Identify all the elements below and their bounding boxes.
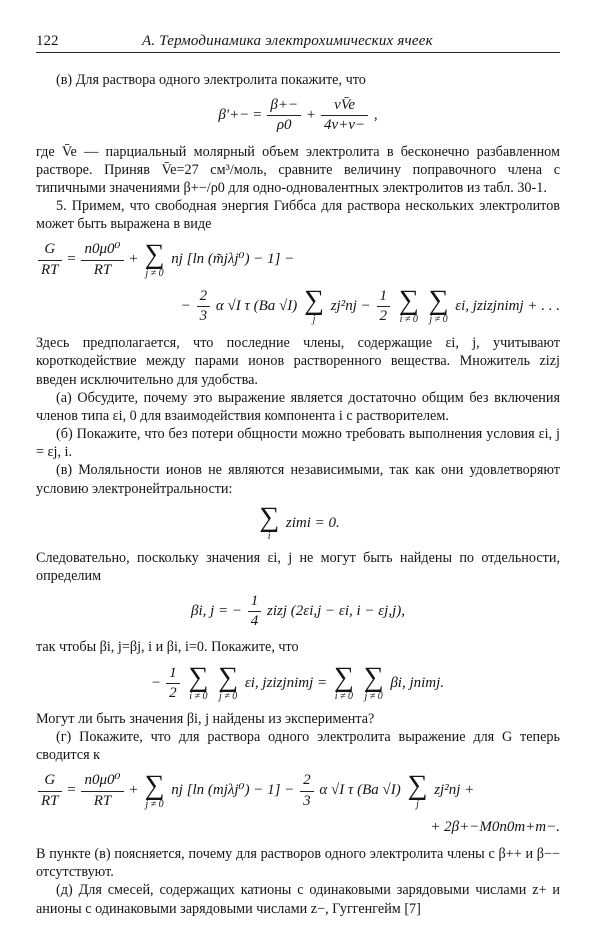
paragraph-g: (г) Покажите, что для раствора одного электролита выражение для G теперь сводится к: [36, 729, 560, 764]
eq1-fraction-1: $\frac{\beta+-}{\rho 0}$: [267, 96, 301, 135]
fraction-1-2: $\frac{1}{2}$: [377, 287, 391, 326]
equation-symmetry: − $\frac{1}{2}$ ∑ i ≠ 0 ∑ j ≠ 0 εi, jzizjnimj = ∑ i ≠ 0 ∑ j ≠ 0 βi, jnimj.: [151, 661, 445, 702]
equation-electroneutrality: ∑ i zimi = 0.: [259, 501, 340, 542]
paragraph-v-intro: (в) Для раствора одного электролита покажите, что: [56, 72, 366, 88]
eq1-fraction-2: $\frac{\nu V̄e}{4\nu+\nu-}$: [321, 96, 368, 135]
fraction-2-3b: $\frac{2}{3}$: [300, 771, 314, 810]
paragraph-explained: В пункте (в) поясняется, почему для растворов одного электролита члены с β++ и β−− отсутствуют.: [36, 846, 560, 881]
paragraph-where: где V̄e — парциальный молярный объем электролита в бесконечно разбавленном растворе. Приняв V̄e=27 см³/моль, сравните величину поправочного члена с типичными значениями β+−/ρ0 для одно-одновалентных электролитов из табл. 30-1.: [36, 143, 560, 196]
paragraph-d: (д) Для смесей, содержащих катионы с одинаковыми зарядовыми числами z+ и анионы с одинаковыми зарядовыми числами z−, Гуггенгейм [7]: [36, 882, 560, 917]
sum-symbol-i: ∑ i ≠ 0: [398, 284, 419, 325]
sum-symbol-j2: ∑ j: [304, 284, 324, 325]
paragraph-here: Здесь предполагается, что последние члены, содержащие εi, j, учитывают короткодействие между парами ионов растворенного вещества. Множитель zizj введен исключительно для удобства.: [36, 335, 560, 388]
page-number: 122: [36, 33, 59, 49]
equation-single-electrolyte-tail: + 2β+−M0n0m+m−.: [430, 818, 560, 835]
paragraph-sothat: так чтобы βi, j=βj, i и βi, i=0. Покажите, что: [36, 639, 299, 656]
fraction-G-RT: $\frac{G}{RT}$: [38, 240, 62, 279]
equation-single-electrolyte: $\frac{G}{RT}$ = $\frac{\text{n0μ0⁰}}{RT}$ + ∑ j ≠ 0 nj [ln (mjλj⁰) − 1] − $\frac{2}{3}$ α √I τ (Ba √I) ∑ j zj²nj +: [36, 771, 560, 810]
paragraph-5: 5. Примем, что свободная энергия Гиббса для раствора нескольких электролитов может быть выражена в виде: [36, 198, 560, 233]
running-title: А. Термодинамика электрохимических ячеек: [142, 33, 433, 49]
sum-symbol-j: ∑ j ≠ 0: [144, 238, 165, 279]
fraction-1-4: $\frac{1}{4}$: [248, 592, 262, 631]
fraction-1-2b: $\frac{1}{2}$: [166, 664, 180, 703]
sum-symbol-neutral: ∑ i: [259, 501, 280, 542]
page-header: [36, 30, 560, 53]
fraction-G-RT-2: $\frac{G}{RT}$: [38, 771, 62, 810]
equation-beta-prime: β′+− = $\frac{\beta+-}{\rho 0}$ + $\frac{\nu V̄e}{4\nu+\nu-}$ ,: [36, 96, 560, 135]
equation-beta-definition: βi, j = − $\frac{1}{4}$ zizj (2εi,j − εi, i − εj,j),: [36, 592, 560, 631]
sum-symbol-j5: ∑ j ≠ 0: [363, 661, 384, 702]
eq2-debye-term: α √I τ (Ba √I): [215, 297, 298, 314]
sum-symbol-j6: ∑ j ≠ 0: [144, 769, 165, 810]
eq2-term1: nj [ln (m̃jλj⁰) − 1] −: [171, 251, 295, 268]
equation-gibbs-line-1: $\frac{G}{RT}$ = $\frac{\text{n0μ0⁰}}{RT}$ + ∑ j ≠ 0 nj [ln (m̃jλj⁰) − 1] −: [36, 240, 560, 279]
sum-symbol-j4: ∑ j ≠ 0: [218, 661, 239, 702]
sum-symbol-j7: ∑ j: [407, 769, 428, 810]
eq1-lhs: β′+−: [218, 107, 250, 124]
sum-symbol-j3: ∑ j ≠ 0: [428, 284, 449, 325]
equation-gibbs-line-2: − $\frac{2}{3}$ α √I τ (Ba √I) ∑ j zj²nj − $\frac{1}{2}$ ∑ i ≠ 0 ∑ j ≠ 0 εi, jzizjnimj + . . .: [180, 284, 560, 325]
paragraph-b: (б) Покажите, что без потери общности можно требовать выполнения условия εi, j = εj, i.: [36, 426, 560, 461]
sum-symbol-i2: ∑ i ≠ 0: [188, 661, 209, 702]
sum-symbol-i3: ∑ i ≠ 0: [333, 661, 354, 702]
fraction-2-3: $\frac{2}{3}$: [197, 287, 211, 326]
paragraph-a: (а) Обсудите, почему это выражение является достаточно общим без включения членов типа εi, 0 для взаимодействия компонента i с растворителем.: [36, 389, 560, 424]
paragraph-therefore: Следовательно, поскольку значения εi, j не могут быть найдены по отдельности, определим: [36, 549, 560, 584]
fraction-n0-RT: $\frac{\text{n0μ0⁰}}{RT}$: [81, 240, 123, 279]
fraction-n0-RT-2: $\frac{\text{n0μ0⁰}}{RT}$: [81, 771, 123, 810]
paragraph-v2: (в) Моляльности ионов не являются независимыми, так как они удовлетворяют условию электронейтральности:: [36, 462, 560, 497]
paragraph-question: Могут ли быть значения βi, j найдены из эксперимента?: [36, 710, 375, 727]
